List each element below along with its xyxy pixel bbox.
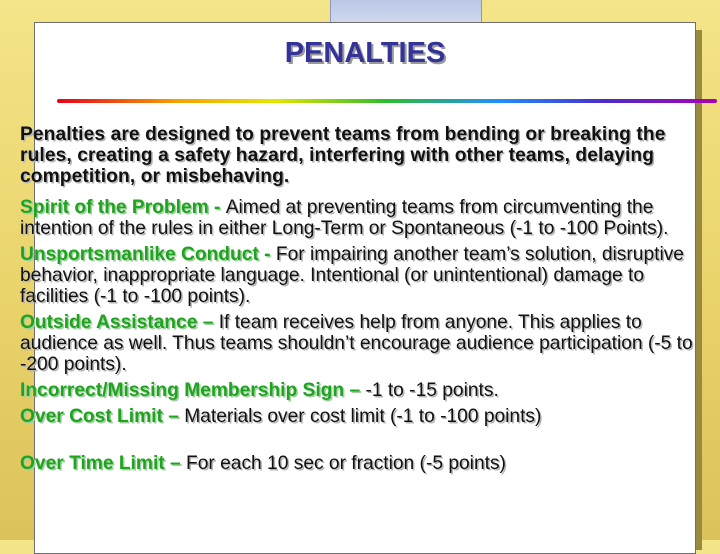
- penalty-description: -1 to -15 points.: [365, 380, 499, 401]
- penalty-item-membership-sign: [20, 380, 702, 401]
- penalty-item-time-limit: [20, 453, 702, 474]
- penalty-item-cost-limit: [20, 406, 702, 427]
- penalty-item-spirit: [20, 197, 702, 239]
- penalty-description: Aimed at preventing teams from circumventing the intention of the rules in either Long-Term or Spontaneous (-1 to -100 Points).: [20, 197, 669, 239]
- penalty-label: Over Time Limit –: [20, 453, 186, 474]
- slide-body: [20, 124, 702, 479]
- intro-paragraph: Penalties are designed to prevent teams from bending or breaking the rules, creating a safety hazard, interfering with other teams, delaying competition, or misbehaving.: [20, 124, 666, 187]
- slide-title: PENALTIES: [284, 37, 446, 69]
- penalty-description: For each 10 sec or fraction (-5 points): [186, 453, 506, 474]
- penalty-label: Unsportsmanlike Conduct -: [20, 244, 276, 265]
- penalty-description: Materials over cost limit (-1 to -100 points): [184, 406, 542, 427]
- penalty-label: Over Cost Limit –: [20, 406, 185, 427]
- penalty-label: Spirit of the Problem -: [20, 197, 226, 218]
- penalty-item-outside-assistance: [20, 312, 702, 375]
- penalty-description: For impairing another team’s solution, disruptive behavior, inappropriate language. Intentional (or unintentional) damage to facilities (-1 to -100 points).: [20, 244, 684, 307]
- penalty-label: Outside Assistance –: [20, 312, 219, 333]
- rainbow-divider: [57, 99, 717, 103]
- penalty-item-unsportsmanlike: [20, 244, 702, 307]
- penalty-description: If team receives help from anyone. This applies to audience as well. Thus teams shouldn’t encourage audience participation (-5 to -200 points).: [20, 312, 693, 375]
- penalty-label: Incorrect/Missing Membership Sign –: [20, 380, 366, 401]
